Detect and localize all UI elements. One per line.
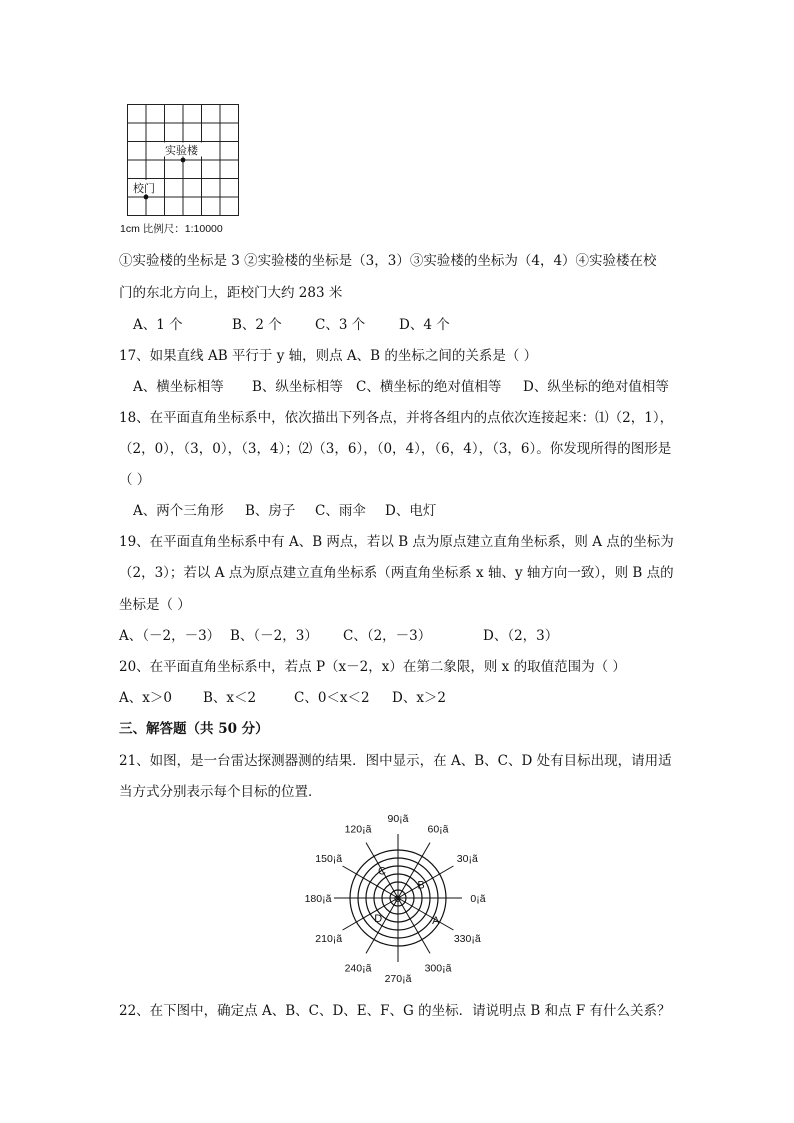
q19-stem-line2: （2，3）；若以 A 点为原点建立直角坐标系（两直角坐标系 x 轴、y 轴方向一致），则 B 点的: [119, 565, 674, 581]
q18-stem-line2: （2，0），（3，0），（3，4）；⑵（3，6），（0，4），（6，4），（3，6）。你发现所得的图形是: [119, 441, 672, 457]
radar-ray-150: [343, 866, 398, 898]
q20-option-c[interactable]: C、0＜x＜2: [294, 690, 370, 706]
building-point: [181, 158, 186, 163]
q20-stem: 20、在平面直角坐标系中，若点 P（x－2，x）在第二象限，则 x 的取值范围为（ ）: [119, 659, 626, 675]
q22-stem: 22、在下图中，确定点 A、B、C、D、E、F、G 的坐标．请说明点 B 和点 F 有什么关系？: [119, 1003, 671, 1019]
q20-option-d[interactable]: D、x＞2: [392, 690, 447, 706]
radar-angle-label: 330¡ã: [453, 933, 481, 945]
radar-angle-label: 120¡ã: [344, 823, 372, 836]
radar-angle-label: 240¡ã: [344, 962, 372, 975]
radar-ray-240: [366, 898, 398, 953]
radar-diagram: [298, 806, 498, 986]
q19-option-a[interactable]: A、（－2，－3）: [119, 628, 221, 644]
section-title: 三、解答题（共 50 分）: [119, 721, 269, 737]
q20-option-b[interactable]: B、x＜2: [203, 690, 257, 706]
q21-stem-line1: 21、如图，是一台雷达探测器测的结果．图中显示，在 A、B、C、D 处有目标出现，请用适: [119, 753, 672, 769]
campus-grid-map: [120, 98, 250, 222]
radar-target-c: C: [378, 865, 386, 878]
radar-ray-300: [398, 898, 430, 953]
q17-option-a[interactable]: A、横坐标相等: [133, 379, 224, 395]
radar-angle-label: 270¡ã: [384, 973, 412, 985]
q19-stem-line1: 19、在平面直角坐标系中有 A、B 两点，若以 B 点为原点建立直角坐标系，则 A 点的坐标为: [119, 534, 674, 550]
q17-option-d[interactable]: D、纵坐标的绝对值相等: [523, 379, 669, 395]
q19-option-c[interactable]: C、（2，－3）: [343, 628, 432, 644]
q16-option-a[interactable]: A、1 个: [133, 317, 183, 333]
q18-option-d[interactable]: D、电灯: [385, 503, 437, 519]
radar-angle-label: 300¡ã: [424, 962, 452, 975]
radar-angle-label: 60¡ã: [427, 823, 449, 836]
radar-target-d: D: [374, 912, 383, 925]
radar-origin-label: O: [394, 894, 402, 904]
q17-option-b[interactable]: B、纵坐标相等: [252, 379, 343, 395]
radar-angle-label: 30¡ã: [456, 853, 478, 865]
q19-stem-line3: 坐标是（ ）: [119, 597, 191, 613]
q16-option-c[interactable]: C、3 个: [315, 317, 366, 333]
q21-stem-line2: 当方式分别表示每个目标的位置．: [119, 784, 322, 800]
radar-angle-label: 210¡ã: [315, 933, 343, 945]
q16-statements-line1: ①实验楼的坐标是 3 ②实验楼的坐标是（3，3）③实验楼的坐标为（4，4）④实验楼在校: [119, 253, 657, 269]
gate-point: [144, 195, 149, 200]
radar-ray-330: [398, 898, 453, 930]
q18-stem-line1: 18、在平面直角坐标系中，依次描出下列各点，并将各组内的点依次连接起来：⑴（2，1），: [119, 410, 674, 426]
q18-option-a[interactable]: A、两个三角形: [133, 503, 224, 519]
building-label: 实验楼: [165, 145, 198, 157]
map-scale-label: 1cm 比例尺：1:10000: [120, 223, 223, 235]
q17-option-c[interactable]: C、横坐标的绝对值相等: [356, 379, 502, 395]
q16-option-d[interactable]: D、4 个: [399, 317, 450, 333]
gate-label: 校门: [133, 183, 155, 195]
radar-target-a: A: [432, 915, 440, 927]
radar-angle-label: 0¡ã: [470, 893, 486, 905]
q19-option-d[interactable]: D、（2，3）: [483, 628, 559, 644]
radar-angle-label: 90¡ã: [387, 813, 409, 825]
q20-option-a[interactable]: A、x＞0: [119, 690, 172, 706]
q17-stem: 17、如果直线 AB 平行于 y 轴，则点 A、B 的坐标之间的关系是（ ）: [119, 348, 538, 364]
radar-ray-30: [398, 866, 453, 898]
q18-option-b[interactable]: B、房子: [245, 503, 296, 519]
q18-option-c[interactable]: C、雨伞: [315, 503, 366, 519]
radar-angle-label: 150¡ã: [315, 853, 343, 865]
q19-option-b[interactable]: B、（－2，3）: [230, 628, 318, 644]
radar-ray-210: [343, 898, 398, 930]
radar-target-b: B: [417, 879, 425, 892]
q16-statements-line2: 门的东北方向上，距校门大约 283 米: [119, 285, 343, 301]
radar-angle-label: 180¡ã: [304, 893, 332, 905]
q16-option-b[interactable]: B、2 个: [232, 317, 282, 333]
radar-ray-60: [398, 843, 430, 898]
q18-stem-line3: （ ）: [119, 472, 151, 488]
